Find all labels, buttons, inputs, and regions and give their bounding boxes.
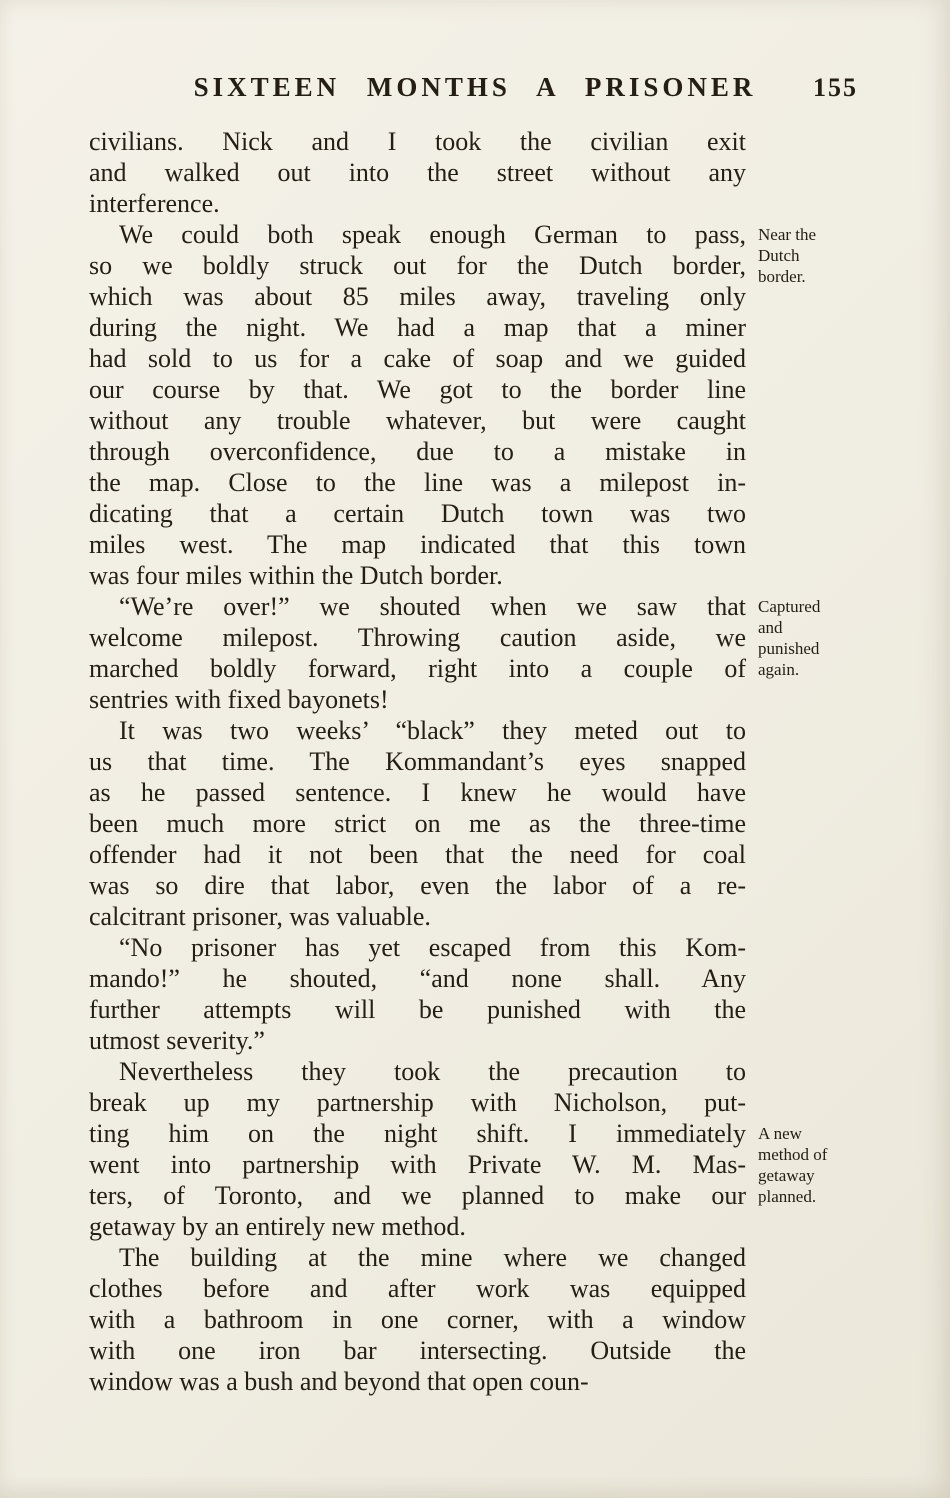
text-line: The building at the mine where we changed — [119, 1243, 746, 1272]
text-line: ting him on the night shift. I immediately — [89, 1119, 746, 1148]
paragraph — [89, 1242, 746, 1397]
text-line: civilians. Nick and I took the civilian exit — [89, 127, 746, 156]
text-line: ters, of Toronto, and we planned to make our — [89, 1181, 746, 1210]
text-line: “We’re over!” we shouted when we saw that — [119, 592, 746, 621]
text-line: and walked out into the street without any — [89, 158, 746, 187]
text-line: as he passed sentence. I knew he would have — [89, 778, 746, 807]
text-line: Nevertheless they took the precaution to — [119, 1057, 746, 1086]
sidenote-line: Near the — [758, 225, 817, 244]
text-line: welcome milepost. Throwing caution aside, we — [89, 623, 746, 652]
text-line: mando!” he shouted, “and none shall. Any — [89, 964, 746, 993]
paragraph — [89, 1056, 828, 1242]
sidenote — [758, 1123, 918, 1207]
text-line: marched boldly forward, right into a couple of — [89, 654, 746, 683]
text-line: offender had it not been that the need for coal — [89, 840, 746, 869]
text-line: was so dire that labor, even the labor of a re- — [89, 871, 746, 900]
text-line: through overconfidence, due to a mistake in — [89, 437, 746, 466]
text-line: window was a bush and beyond that open coun- — [89, 1367, 589, 1396]
text-line: miles west. The map indicated that this town — [89, 530, 746, 559]
text-line: had sold to us for a cake of soap and we guided — [89, 344, 746, 373]
sidenote-line: method of — [758, 1145, 828, 1164]
page-header — [0, 72, 950, 108]
paragraph — [89, 126, 746, 219]
text-line: with one iron bar intersecting. Outside the — [89, 1336, 746, 1365]
sidenote — [758, 596, 918, 680]
text-line: during the night. We had a map that a miner — [89, 313, 746, 342]
text-line: us that time. The Kommandant’s eyes snapped — [89, 747, 746, 776]
sidenote-line: again. — [758, 660, 800, 679]
sidenote-line: planned. — [758, 1187, 817, 1206]
text-line: It was two weeks’ “black” they meted out to — [119, 716, 746, 745]
sidenote — [758, 224, 918, 287]
text-line: “No prisoner has yet escaped from this Kom- — [119, 933, 746, 962]
text-line: getaway by an entirely new method. — [89, 1212, 466, 1241]
text-line: was four miles within the Dutch border. — [89, 561, 503, 590]
sidenote-line: Dutch — [758, 246, 800, 265]
sidenote-line: and — [758, 618, 783, 637]
sidenote-line: A new — [758, 1124, 802, 1143]
text-line: calcitrant prisoner, was valuable. — [89, 902, 431, 931]
text-line: break up my partnership with Nicholson, put- — [89, 1088, 746, 1117]
text-line: without any trouble whatever, but were caught — [89, 406, 746, 435]
paragraph — [89, 219, 817, 591]
sidenote-line: punished — [758, 639, 820, 658]
paragraph — [89, 591, 821, 715]
paragraph — [89, 715, 746, 932]
text-line: with a bathroom in one corner, with a window — [89, 1305, 746, 1334]
text-column — [89, 126, 828, 1397]
text-line: went into partnership with Private W. M. Mas- — [89, 1150, 746, 1179]
text-line: utmost severity.” — [89, 1026, 265, 1055]
paragraph — [89, 932, 746, 1056]
sidenote-line: Captured — [758, 597, 821, 616]
text-line: dicating that a certain Dutch town was two — [89, 499, 746, 528]
text-line: which was about 85 miles away, traveling only — [89, 282, 746, 311]
text-line: sentries with fixed bayonets! — [89, 685, 389, 714]
text-line: so we boldly struck out for the Dutch border, — [89, 251, 746, 280]
text-line: interference. — [89, 189, 220, 218]
text-line: clothes before and after work was equipped — [89, 1274, 746, 1303]
sidenote-line: border. — [758, 267, 806, 286]
text-line: We could both speak enough German to pass, — [119, 220, 746, 249]
running-title: SIXTEEN MONTHS A PRISONER — [193, 72, 757, 102]
text-line: the map. Close to the line was a milepost in- — [89, 468, 746, 497]
text-line: our course by that. We got to the border line — [89, 375, 746, 404]
sidenote-line: getaway — [758, 1166, 815, 1185]
page-number: 155 — [813, 73, 858, 102]
text-line: further attempts will be punished with the — [89, 995, 746, 1024]
text-line: been much more strict on me as the three-time — [89, 809, 746, 838]
